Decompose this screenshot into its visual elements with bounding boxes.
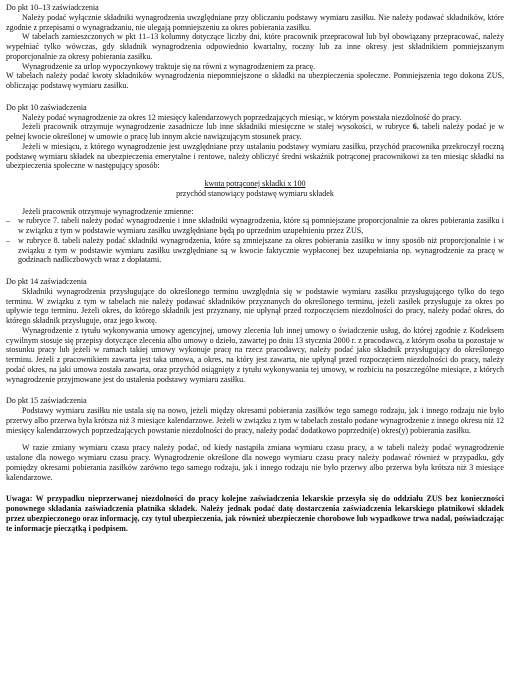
note-paragraph: Uwaga: W przypadku nieprzerwanej niezdolności do pracy kolejne zaświadczenia lekarskie przesyła się do oddziału ZUS bez konieczności ponownego składania zaświadczenia płatnika składek. Należy jednak podać datę dostarczenia zaświadczenia lekarskiego płatnikowi składek przez ubezpieczonego oraz informację, czy tytuł ubezpieczenia, jak również ubezpieczenie chorobowe lub wypadkowe trwa nadal, poświadczając te informacje pieczątką i podpisem.	[6, 494, 504, 533]
section-pkt-15	[6, 396, 504, 482]
paragraph: Jeżeli pracownik otrzymuje wynagrodzenie zmienne:	[22, 206, 194, 216]
paragraph-text: tabeli należy podać je w pełnej kwocie określonej w umowie o pracę lub innym akcie nawiązującym stosunek pracy.	[6, 122, 505, 141]
paragraph: Wynagrodzenie z tytułu wykonywania umowy agencyjnej, umowy zlecenia lub innej umowy o świadczenie usług, do której zgodnie z Kodeksem cywilnym stosuje się przepisy dotyczące zlecenia albo umowy o dzieło, zawartej po dniu 13 stycznia 2000 r. z pracodawcą, z którym osoba ta pozostaje w stosunku pracy lub jeżeli w ramach takiej umowy wykonuje pracę na rzecz pracodawcy, należy podać jako składnik przysługujący do określonego terminu. Jeżeli z pracownikiem zawarta jest taka umowa, a okres, na który jest zawarta, nie upłynął przed rozpoczęciem niezdolności do pracy, należy podać okres, na jaki umowa została zawarta, oraz przychód osiągnięty z tytułu wykonywania tej umowy, w rozbiciu na poszczególne miesiące, z których wynagrodzenie przyjmowane jest do ustalenia podstawy wymiaru zasiłku.	[6, 325, 504, 384]
section-heading: Do pkt 14 zaświadczenia	[6, 277, 87, 286]
paragraph: W tabelach należy podać kwoty składników wynagrodzenia niepomniejszone o składki na ubezpieczenia społeczne. Pomniejszenia tego dokona ZUS, obliczając podstawę wymiaru zasiłku.	[6, 71, 504, 90]
paragraph: Należy podać wyłącznie składniki wynagrodzenia uwzględniane przy obliczaniu podstawy wymiaru zasiłku. Nie należy podawać składników, które zgodnie z przepisami o wynagradzaniu, nie ulegają pomniejszeniu za okres pobierania zasiłku.	[6, 12, 504, 32]
paragraph: Należy podać wynagrodzenie za okres 12 miesięcy kalendarzowych poprzedzających miesiąc, w którym powstała niezdolność do pracy.	[22, 112, 462, 122]
column-number: 6.	[412, 122, 419, 132]
paragraph	[6, 122, 504, 142]
section-pkt-10	[6, 103, 504, 265]
section-pkt-10-13	[6, 3, 504, 91]
section-heading: Do pkt 10 zaświadczenia	[6, 102, 87, 112]
paragraph: W tabelach zamieszczonych w pkt 11–13 kolumny dotyczące liczby dni, które pracownik przepracował lub był obowiązany przepracować, należy wypełniać tylko wówczas, gdy składnik wynagrodzenia odpowiednio kwartalny, roczny lub za inne okresy jest składnikiem pomniejszanym proporcjonalnie za okresy pobierania zasiłku.	[6, 32, 504, 61]
paragraph: Składniki wynagrodzenia przysługujące do określonego terminu uwzględnia się w podstawie wymiaru zasiłku przysługującego tylko do tego terminu. W związku z tym w tabelach nie należy podawać składników przyznanych do określonego terminu, jeżeli zasiłek przysługuje za okres po upływie tego terminu. Jeżeli okres, do którego składnik jest przyznany, nie upłynął przed rozpoczęciem niezdolności do pracy, należy podać okres, do którego składnik przysługuje, oraz jego kwotę.	[6, 286, 504, 325]
section-heading: Do pkt 15 zaświadczenia	[6, 396, 87, 406]
list-item: – w rubryce 7. tabeli należy podać wynagrodzenie i inne składniki wynagrodzenia, które są pomniejszane proporcjonalnie za okres pobierania zasiłku i w związku z tym w podstawie wymiaru zasiłku uwzględniane będą po uprzednim uzupełnieniu przez ZUS,	[6, 216, 504, 236]
section-pkt-14	[6, 277, 504, 384]
list-item: – w rubryce 8. tabeli należy podać składniki wynagrodzenia, które są zmniejszane za okres pobierania zasiłku w inny sposób niż proporcjonalnie i w związku z tym w podstawie wymiaru zasiłku uwzględniane są w kwocie faktycznie wypłaconej bez uzupełniania np. wynagrodzenie za pracę w godzinach nadliczbowych wraz z dopłatami.	[6, 236, 504, 265]
paragraph: Podstawy wymiaru zasiłku nie ustala się na nowo, jeżeli między okresami pobierania zasiłków tego samego rodzaju, jak i innego rodzaju nie było przerwy albo przerwa była krótsza niż 3 miesiące kalendarzowe. Jeżeli w związku z tym w tabelach zostało podane wynagrodzenie z innego okresu niż 12 miesięcy kalendarzowych poprzedzających powstanie niezdolności do pracy, należy podać dodatkowo poprzedni(e) okres(y) pobierania zasiłku.	[6, 406, 504, 435]
formula-denominator: przychód stanowiący podstawę wymiaru składek	[176, 188, 334, 198]
formula	[6, 179, 504, 199]
paragraph-text: Jeżeli pracownik otrzymuje wynagrodzenie zasadnicze lub inne składniki miesięczne w stałej wysokości, w rubryce	[22, 122, 410, 132]
section-heading: Do pkt 10–13 zaświadczenia	[6, 3, 99, 12]
paragraph: Jeżeli w miesiącu, z którego wynagrodzenie jest uwzględniane przy ustalaniu podstawy wymiaru zasiłku, przychód pracownika przekroczył roczną podstawę wymiaru składek na ubezpieczenia emerytalne i rentowe, należy obliczyć średni wskaźnik potrąconej pracownikowi za ten miesiąc składki na ubezpieczenia społeczne w następujący sposób:	[6, 141, 504, 171]
paragraph: W razie zmiany wymiaru czasu pracy należy podać, od kiedy nastąpiła zmiana wymiaru czasu pracy, a w tabeli należy podać wynagrodzenie ustalone dla nowego wymiaru czasu pracy. Wynagrodzenie określone dla nowego wymiaru czasu pracy należy podawać również w przypadku, gdy pomiędzy okresami pobierania zasiłków zarówno tego samego rodzaju, jak i innego rodzaju nie było przerwy albo przerwa była krótsza niż 3 miesiące kalendarzowe.	[6, 443, 504, 482]
dash-list	[6, 216, 504, 265]
paragraph: Wynagrodzenie za urlop wypoczynkowy traktuje się na równi z wynagrodzeniem za pracę.	[22, 61, 316, 71]
formula-numerator: kwota potrąconej składki x 100	[204, 179, 306, 188]
